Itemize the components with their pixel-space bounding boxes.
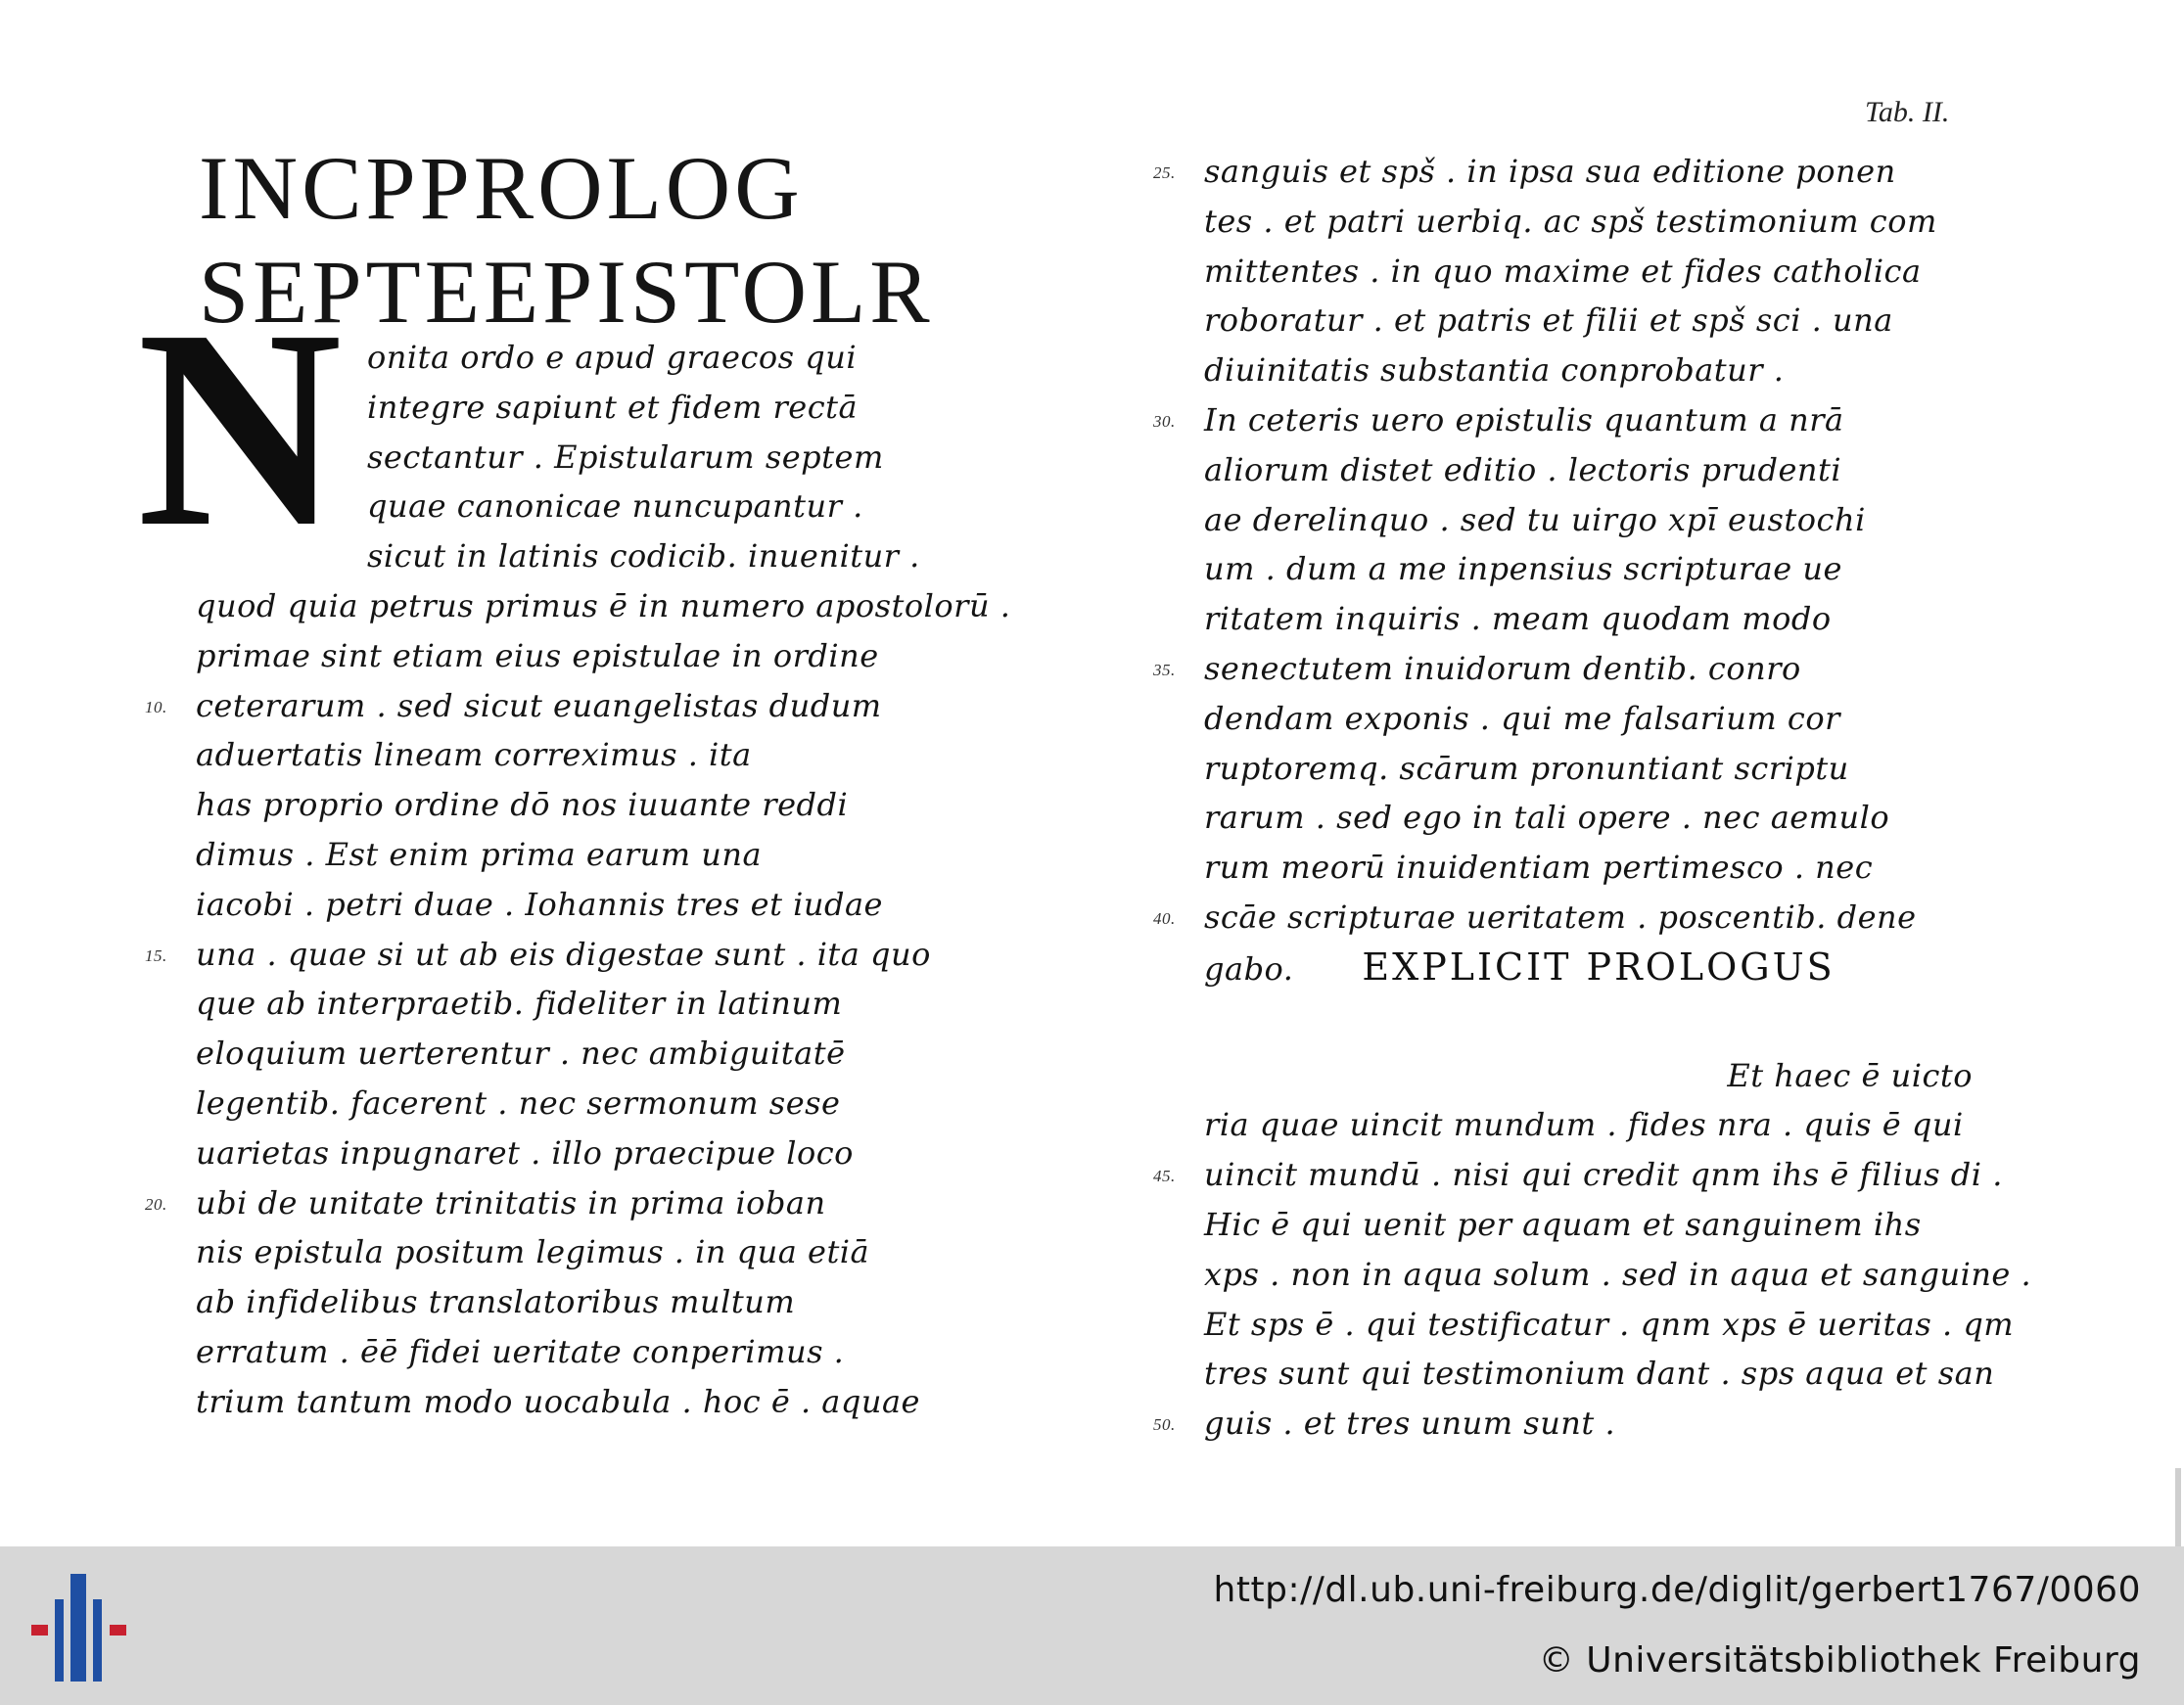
line-text: integre sapiunt et fidem rectā: [367, 388, 859, 426]
line-text: guis . et tres unum sunt .: [1204, 1405, 1616, 1443]
plate-label: Tab. II.: [1865, 96, 1950, 128]
text-line: [1204, 197, 2066, 247]
text-line: [1204, 594, 2066, 644]
line-number: 10.: [145, 697, 167, 716]
line-text: aduertatis lineam correximus . ita: [196, 736, 752, 774]
text-line: [145, 930, 1047, 980]
left-column: [145, 333, 1047, 1427]
text-line: [196, 780, 1047, 830]
text-line: [1204, 793, 2066, 843]
line-text: iacobi . petri duae . Iohannis tres et iudae: [196, 885, 883, 923]
line-text: primae sint etiam eius epistulae in ordine: [196, 636, 879, 674]
line-text: diuinitatis substantia conprobatur .: [1204, 351, 1785, 390]
closing-text: gabo.: [1204, 949, 1294, 988]
text-line: [196, 1029, 1047, 1079]
text-line: [1204, 843, 2066, 893]
line-text: uarietas inpugnaret . illo praecipue loco: [196, 1133, 854, 1172]
line-text: una . quae si ut ab eis digestae sunt . ita quo: [196, 935, 931, 973]
line-text: quod quia petrus primus ē in numero apostolorū .: [196, 586, 1011, 624]
line-text: sectantur . Epistularum septem: [367, 438, 884, 476]
line-text: quae canonicae nuncupantur .: [367, 487, 863, 526]
line-text: onita ordo e apud graecos qui: [367, 339, 858, 376]
text-line: [145, 681, 1047, 731]
text-line: [1204, 1300, 2066, 1350]
text-line: [196, 1227, 1047, 1277]
line-text: ria quae uincit mundum . fides nra . quis ē qui: [1204, 1106, 1964, 1144]
line-text: erratum . ēē fidei ueritate conperimus .: [196, 1332, 845, 1370]
title-line-2: SEPTEEPISTOLR: [199, 242, 934, 342]
text-line: [1204, 694, 2066, 744]
text-line: [1204, 346, 2066, 395]
line-text: tes . et patri uerbiq. ac spš testimonium com: [1204, 202, 1937, 240]
copyright-text: © Universitätsbibliothek Freiburg: [1538, 1640, 2141, 1681]
line-text: tres sunt qui testimonium dant . sps aqua et san: [1204, 1355, 1995, 1393]
line-number: 35.: [1153, 660, 1176, 679]
text-line: [196, 1079, 1047, 1129]
text-line: [196, 531, 1047, 581]
line-number: 20.: [145, 1194, 167, 1214]
line-text: has proprio ordine dō nos iuuante reddi: [196, 786, 849, 824]
line-text: Hic ē qui uenit per aquam et sanguinem ihs: [1204, 1205, 1922, 1243]
line-text: In ceteris uero epistulis quantum a nrā: [1204, 400, 1844, 438]
text-line: [1204, 1200, 2066, 1250]
text-line: [1204, 744, 2066, 794]
text-line: [196, 631, 1047, 681]
text-line: [1153, 147, 2066, 197]
line-text: aliorum distet editio . lectoris prudenti: [1204, 450, 1842, 488]
text-line: [1153, 1399, 2066, 1449]
line-text: eloquium uerterentur . nec ambiguitatē: [196, 1035, 846, 1073]
line-text: legentib. facerent . nec sermonum sese: [196, 1083, 841, 1122]
text-line: [196, 1377, 1047, 1427]
text-line: [196, 1277, 1047, 1327]
line-text: ab infidelibus translatoribus multum: [196, 1283, 796, 1321]
text-line: [1153, 1150, 2066, 1200]
text-line: [1153, 395, 2066, 445]
text-line: [196, 333, 1047, 383]
line-text: rarum . sed ego in tali opere . nec aemulo: [1204, 799, 1890, 837]
line-text: senectutem inuidorum dentib. conro: [1204, 649, 1801, 687]
line-text: ritatem inquiris . meam quodam modo: [1204, 600, 1832, 638]
line-text: ae derelinquo . sed tu uirgo xpī eustochi: [1204, 500, 1866, 538]
line-text: que ab interpraetib. fideliter in latinum: [196, 985, 843, 1023]
text-line: [196, 1129, 1047, 1178]
line-text: xps . non in aqua solum . sed in aqua et sanguine .: [1204, 1255, 2032, 1293]
line-text: sanguis et spš . in ipsa sua editione ponen: [1204, 153, 1896, 190]
page-edge-mark: [2175, 1468, 2181, 1546]
text-line: [196, 730, 1047, 780]
text-line: [1204, 544, 2066, 594]
text-line: [1204, 1051, 2066, 1101]
line-text: nis epistula positum legimus . in qua etiā: [196, 1233, 870, 1271]
line-number: 30.: [1153, 411, 1176, 431]
line-text: uincit mundū . nisi qui credit qnm ihs ē filius di .: [1204, 1156, 2003, 1194]
text-line: [1204, 296, 2066, 346]
line-text: Et haec ē uicto: [1727, 1056, 1973, 1094]
source-url-link[interactable]: http://dl.ub.uni-freiburg.de/diglit/gerbert1767/0060: [1213, 1570, 2141, 1610]
line-text: ceterarum . sed sicut euangelistas dudum: [196, 686, 882, 724]
footer-bar: [0, 1546, 2184, 1705]
text-line: [196, 433, 1047, 483]
line-text: ubi de unitate trinitatis in prima ioban: [196, 1183, 826, 1221]
line-number: 45.: [1153, 1167, 1176, 1186]
text-line: [1204, 445, 2066, 495]
right-column: [1153, 147, 2066, 1449]
text-line: [196, 979, 1047, 1029]
text-line: [1204, 1100, 2066, 1150]
line-text: rum meorū inuidentiam pertimesco . nec: [1204, 849, 1874, 887]
line-text: scāe scripturae ueritatem . poscentib. dene: [1204, 898, 1917, 936]
line-text: roboratur . et patris et filii et spš sci . una: [1204, 301, 1893, 340]
text-line: [1204, 1250, 2066, 1300]
line-text: ruptoremq. scārum pronuntiant scriptu: [1204, 749, 1849, 787]
text-line: [196, 1327, 1047, 1377]
text-line: [196, 581, 1047, 631]
explicit-prologus: EXPLICIT PROLOGUS: [1362, 945, 1835, 989]
text-line: [1204, 495, 2066, 545]
text-line: [196, 482, 1047, 531]
line-text: trium tantum modo uocabula . hoc ē . aquae: [196, 1382, 920, 1420]
initial-letter-glyph: N: [137, 328, 343, 553]
text-line: [1153, 893, 2066, 943]
line-text: um . dum a me inpensius scripturae ue: [1204, 550, 1842, 588]
text-line: [196, 880, 1047, 930]
line-number: 50.: [1153, 1415, 1176, 1435]
ub-freiburg-logo-icon: [27, 1574, 137, 1682]
text-line: [145, 1178, 1047, 1228]
line-text: mittentes . in quo maxime et fides catholica: [1204, 252, 1922, 290]
text-line: [1153, 644, 2066, 694]
line-number: 40.: [1153, 908, 1176, 928]
section-gap: [1204, 992, 2066, 1051]
title-line-1: INCPPROLOG: [199, 138, 804, 238]
line-text: dendam exponis . qui me falsarium cor: [1204, 699, 1840, 737]
line-text: dimus . Est enim prima earum una: [196, 835, 763, 873]
text-line: [196, 383, 1047, 433]
text-line: [1204, 1349, 2066, 1399]
text-line: [1204, 247, 2066, 297]
line-number: 25.: [1153, 163, 1176, 182]
text-line: [196, 830, 1047, 880]
line-number: 15.: [145, 945, 167, 965]
line-text: sicut in latinis codicib. inuenitur .: [367, 537, 920, 576]
line-text: Et sps ē . qui testificatur . qnm xps ē ueritas . qm: [1204, 1305, 2015, 1343]
closing-line: [1204, 943, 2066, 992]
